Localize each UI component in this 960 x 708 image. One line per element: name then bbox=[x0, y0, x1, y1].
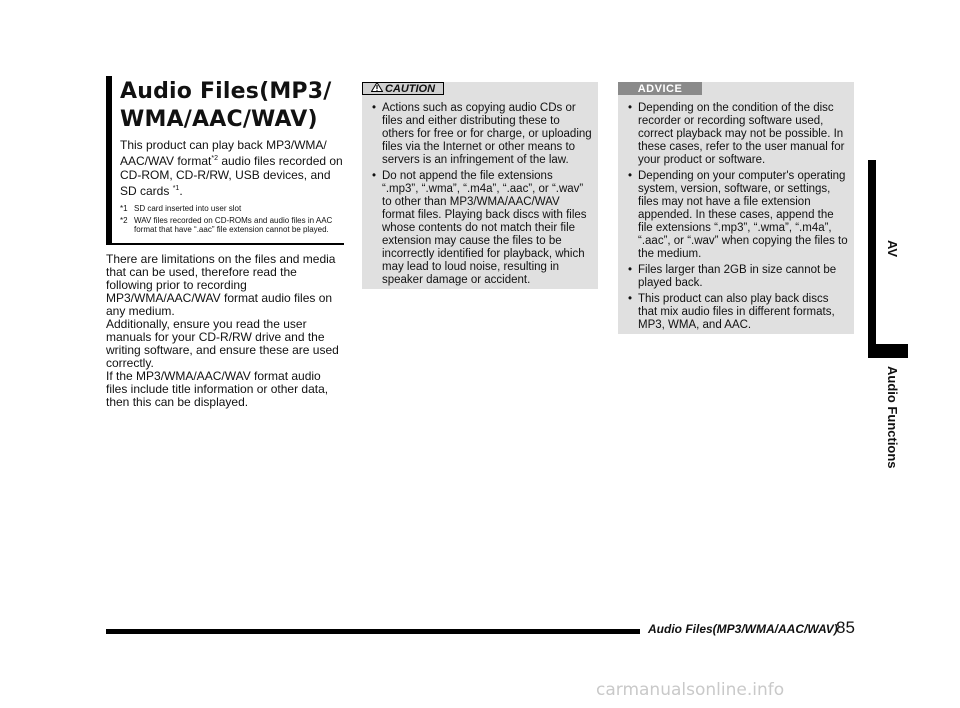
body-paragraph: If the MP3/WMA/AAC/WAV format audio files include title information or other data, then this can be displayed. bbox=[106, 369, 329, 409]
side-bar bbox=[868, 160, 876, 344]
footnote-2 bbox=[120, 216, 344, 234]
intro-text-c: . bbox=[179, 184, 183, 198]
intro-footnote-ref-2: *2 bbox=[211, 155, 218, 162]
footnote-mark: *2 bbox=[120, 216, 128, 225]
caution-box bbox=[362, 82, 598, 289]
intro-paragraph bbox=[120, 138, 344, 198]
footnote-text: SD card inserted into user slot bbox=[134, 204, 242, 213]
list-item: • Depending on the condition of the disc recorder or recording software used, correct playback may not be possible. In these cases, refer to the user manual for your product or software. bbox=[626, 102, 848, 167]
footnote-1 bbox=[120, 204, 344, 213]
advice-box bbox=[618, 82, 854, 334]
list-item: • Files larger than 2GB in size cannot be played back. bbox=[626, 264, 848, 290]
footnote-text: WAV files recorded on CD-ROMs and audio files in AAC format that have “.aac” file extension cannot be played. bbox=[134, 216, 333, 234]
side-block bbox=[868, 344, 908, 358]
list-item: • This product can also play back discs that mix audio files in different formats, MP3, WMA, and AAC. bbox=[626, 293, 848, 332]
caution-list bbox=[362, 82, 598, 287]
body-text bbox=[106, 253, 344, 409]
list-item: • Do not append the file extensions “.mp3”, “.wma”, “.m4a”, “.aac”, or “.wav” to other than MP3/WMA/AAC/WAV format files. Playing back discs with files whose contents do not match their file extension may cause the files to be incorrectly identified for playback, which may lead to loud noise, resulting in speaker damage or accident. bbox=[370, 170, 592, 287]
advice-list bbox=[618, 82, 854, 332]
page-number: 85 bbox=[836, 618, 855, 637]
watermark: carmanualsonline.info bbox=[596, 680, 785, 700]
section-title: Audio Files(MP3/ WMA/AAC/WAV) bbox=[120, 79, 332, 132]
side-section-label: AV bbox=[885, 240, 900, 258]
footer-title: Audio Files(MP3/WMA/AAC/WAV) bbox=[648, 622, 838, 636]
intro-text-b: audio files recorded on CD-ROM, CD-R/RW, USB devices, and SD cards bbox=[120, 154, 343, 198]
body-paragraph: There are limitations on the files and media that can be used, therefore read the following prior to recording MP3/WMA/AAC/WAV format audio files on any medium. bbox=[106, 252, 336, 318]
side-chapter-label: Audio Functions bbox=[885, 366, 900, 469]
list-item: • Depending on your computer's operating system, version, software, or settings, files may not have a file extension appended. In these cases, append the file extensions “.mp3”, “.wma”, “.m4a”, “.aac”, or “.wav” when copying the files to the medium. bbox=[626, 170, 848, 261]
left-column bbox=[106, 76, 344, 409]
caution-label-text: CAUTION bbox=[384, 82, 436, 95]
footer-rule bbox=[106, 629, 640, 634]
footnote-mark: *1 bbox=[120, 204, 128, 213]
intro-footnote-ref-1: *1 bbox=[172, 185, 180, 192]
side-tab bbox=[868, 160, 908, 490]
body-paragraph: Additionally, ensure you read the user manuals for your CD-R/RW drive and the writing software, and ensure these are used correctly. bbox=[106, 317, 339, 370]
warning-triangle-icon bbox=[371, 82, 383, 95]
heading-block bbox=[106, 76, 344, 245]
list-item: • Actions such as copying audio CDs or files and either distributing these to others for free or for charge, or uploading files via the Internet or other means to servers is an infringement of the law. bbox=[370, 102, 592, 167]
advice-label: ADVICE bbox=[618, 82, 702, 95]
intro-text-a: This product can play back MP3/WMA/ AAC/WAV format bbox=[120, 138, 327, 168]
caution-label bbox=[362, 82, 444, 95]
